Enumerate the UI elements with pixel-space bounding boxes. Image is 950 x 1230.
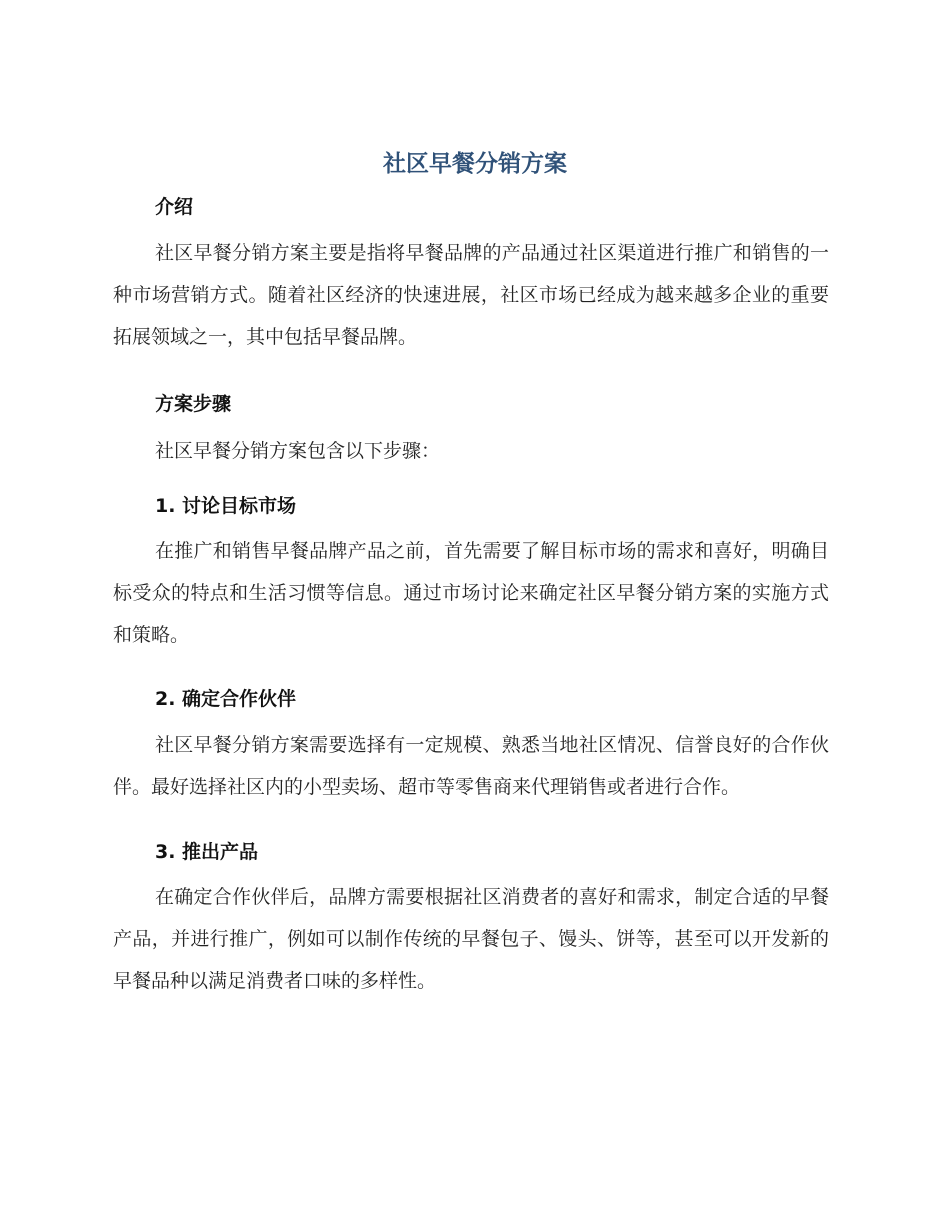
section-paragraph-partners: 社区早餐分销方案需要选择有一定规模、熟悉当地社区情况、信誉良好的合作伙伴。最好选择社区内的小型卖场、超市等零售商来代理销售或者进行合作。 — [113, 734, 829, 798]
document-body — [113, 190, 829, 1002]
section-heading-partners: 2. 确定合作伙伴 — [155, 688, 297, 710]
section-paragraph-intro: 社区早餐分销方案主要是指将早餐品牌的产品通过社区渠道进行推广和销售的一种市场营销方式。随着社区经济的快速进展，社区市场已经成为越来越多企业的重要拓展领域之一，其中包括早餐品牌。 — [113, 242, 829, 348]
section-heading-launch-products: 3. 推出产品 — [155, 841, 259, 863]
section-paragraph-steps: 社区早餐分销方案包含以下步骤： — [155, 440, 441, 462]
section-heading-target-market: 1. 讨论目标市场 — [155, 495, 297, 517]
section-heading-steps: 方案步骤 — [155, 393, 232, 415]
section-heading-intro: 介绍 — [155, 196, 194, 218]
section-paragraph-launch-products: 在确定合作伙伴后，品牌方需要根据社区消费者的喜好和需求，制定合适的早餐产品，并进行推广，例如可以制作传统的早餐包子、馒头、饼等，甚至可以开发新的早餐品种以满足消费者口味的多样性。 — [113, 886, 829, 992]
section-paragraph-target-market: 在推广和销售早餐品牌产品之前，首先需要了解目标市场的需求和喜好，明确目标受众的特点和生活习惯等信息。通过市场讨论来确定社区早餐分销方案的实施方式和策略。 — [113, 540, 829, 646]
document-title: 社区早餐分销方案 — [383, 151, 567, 177]
